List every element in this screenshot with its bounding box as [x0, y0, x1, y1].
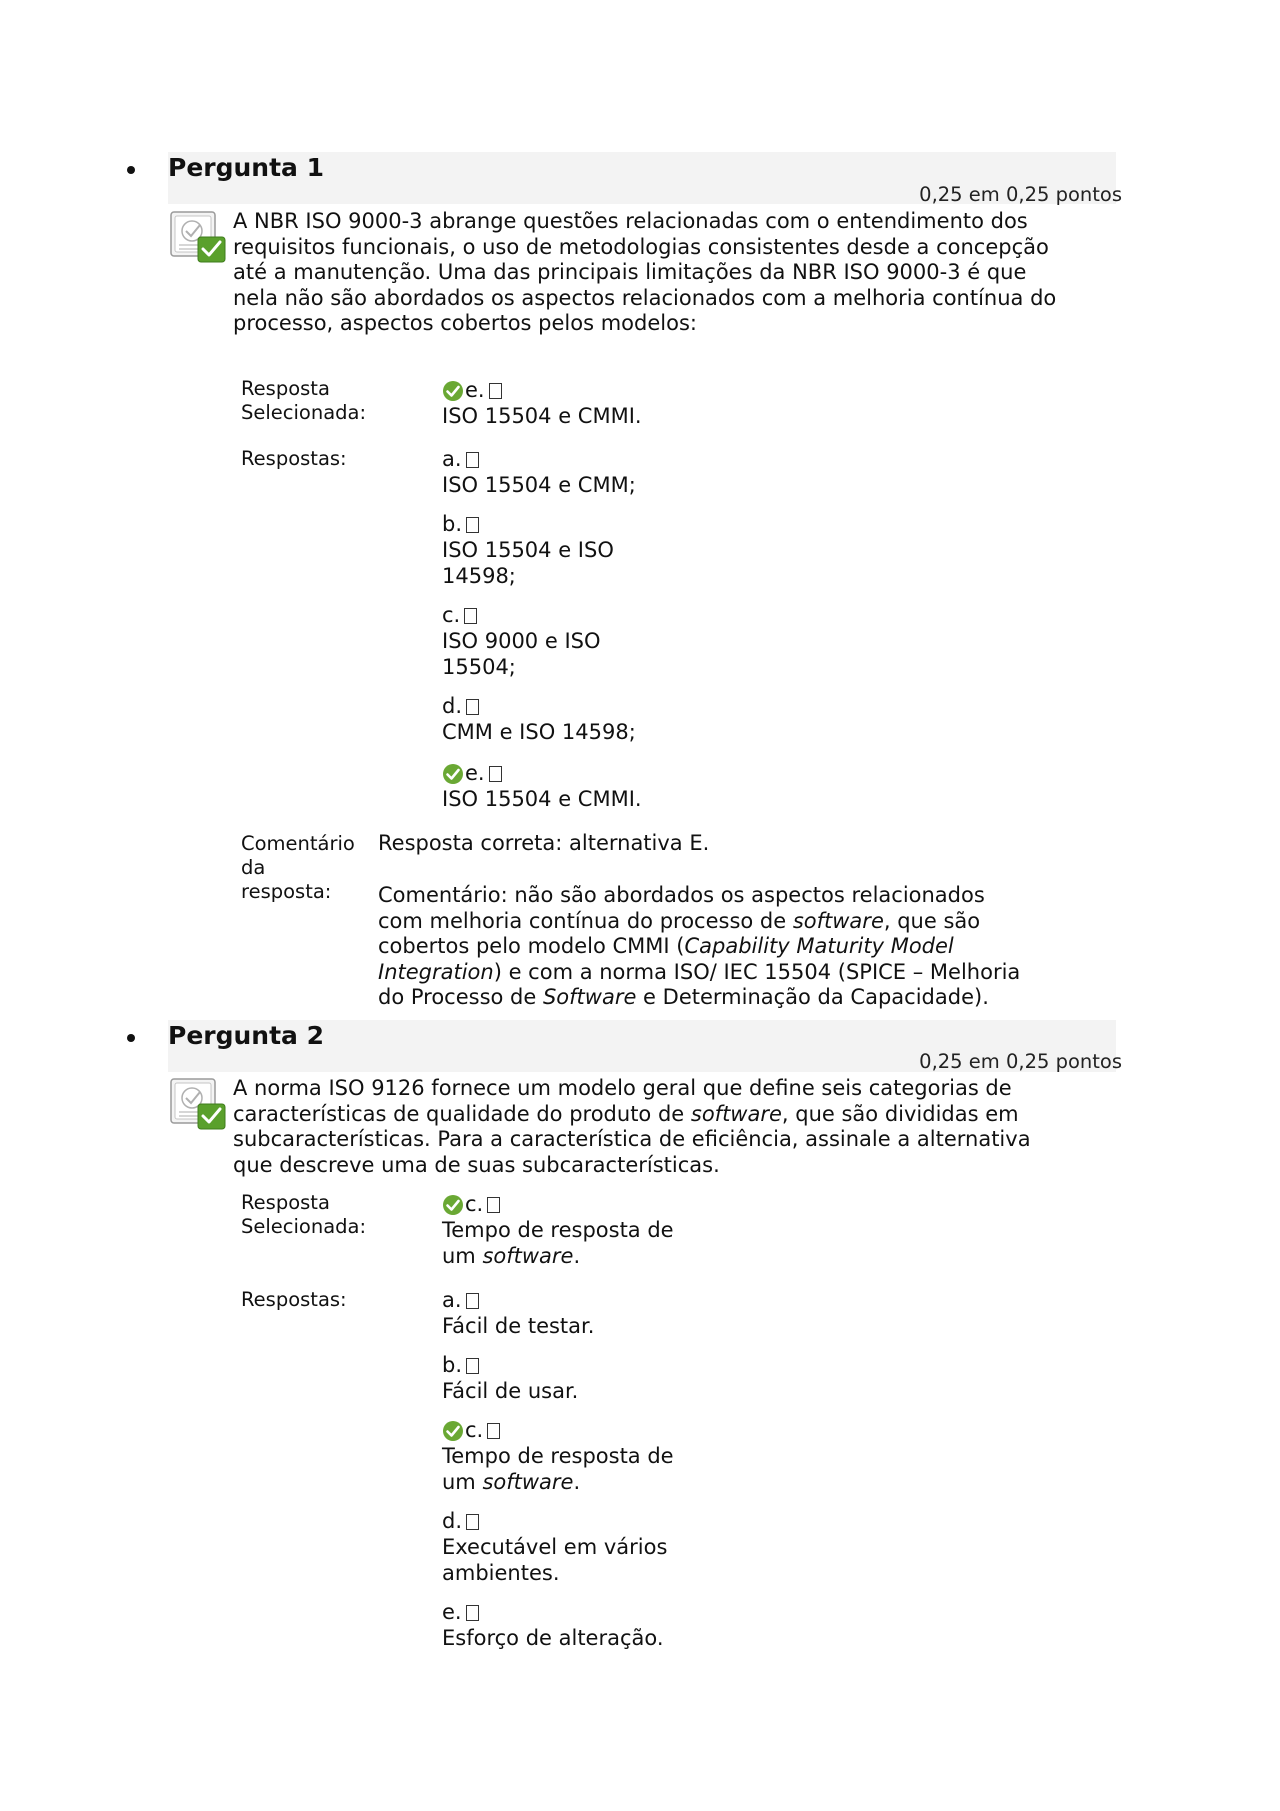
answer-option-e: e. ISO 15504 e CMMI.: [442, 761, 642, 811]
check-icon: [442, 1194, 464, 1216]
answer-option-e: e. Esforço de alteração.: [442, 1600, 664, 1650]
question-2-text: A norma ISO 9126 fornece um modelo geral que define seis categorias de características de qualidade do produto de software, que são divididas em subcaracterísticas. Para a característica de eficiência, assinale a alternativa que descreve uma de suas subcaracterísticas.: [233, 1076, 1031, 1177]
answers-label: Respostas:: [241, 1288, 347, 1311]
checkbox-icon: [489, 383, 502, 399]
correct-status-icon: [170, 211, 226, 263]
question-2-title: Pergunta 2: [168, 1021, 325, 1050]
checkbox-icon: [487, 1197, 500, 1213]
answer-option-b: b. Fácil de usar.: [442, 1353, 579, 1403]
question-1-score: 0,25 em 0,25 pontos: [919, 183, 1122, 206]
answer-option-d: d. Executável em vários ambientes.: [442, 1509, 668, 1585]
answer-option-a: a. Fácil de testar.: [442, 1288, 595, 1338]
checkbox-icon: [466, 517, 479, 533]
selected-answer: c. Tempo de resposta de um software.: [442, 1192, 674, 1268]
answers-label: Respostas:: [241, 447, 347, 470]
checkbox-icon: [466, 1514, 479, 1530]
checkbox-icon: [487, 1423, 500, 1439]
answer-option-c: c. Tempo de resposta de um software.: [442, 1418, 674, 1494]
bullet-icon: [127, 1034, 135, 1042]
answer-option-d: d. CMM e ISO 14598;: [442, 694, 636, 744]
checkbox-icon: [466, 699, 479, 715]
question-2-score: 0,25 em 0,25 pontos: [919, 1050, 1122, 1073]
checkbox-icon: [466, 452, 479, 468]
check-icon: [442, 380, 464, 402]
answer-option-a: a. ISO 15504 e CMM;: [442, 447, 636, 497]
selected-answer-label: Resposta Selecionada:: [241, 377, 367, 424]
comment-correct-answer: Resposta correta: alternativa E.: [378, 831, 710, 855]
checkbox-icon: [466, 1293, 479, 1309]
comment-label: Comentário da resposta:: [241, 832, 355, 903]
checkbox-icon: [464, 608, 477, 624]
checkbox-icon: [489, 766, 502, 782]
selected-answer-label: Resposta Selecionada:: [241, 1191, 367, 1238]
check-icon: [442, 1420, 464, 1442]
checkbox-icon: [466, 1358, 479, 1374]
correct-status-icon: [170, 1078, 226, 1130]
answer-option-b: b. ISO 15504 e ISO 14598;: [442, 512, 614, 588]
comment-body: Comentário: não são abordados os aspectos relacionados com melhoria contínua do processo de software, que são cobertos pelo modelo CMMI (Capability Maturity Model Integration) e com a norma ISO/ IEC 15504 (SPICE – Melhoria do Processo de Software e Determinação da Capacidade).: [378, 883, 1021, 1009]
question-1-text: A NBR ISO 9000-3 abrange questões relacionadas com o entendimento dos requisitos funcionais, o uso de metodologias consistentes desde a concepção até a manutenção. Uma das principais limitações da NBR ISO 9000-3 é que nela não são abordados os aspectos relacionados com a melhoria contínua do processo, aspectos cobertos pelos modelos:: [233, 209, 1057, 335]
checkbox-icon: [466, 1605, 479, 1621]
bullet-icon: [127, 166, 135, 174]
check-icon: [442, 763, 464, 785]
selected-answer: e. ISO 15504 e CMMI.: [442, 378, 642, 428]
answer-option-c: c. ISO 9000 e ISO 15504;: [442, 603, 601, 679]
question-1-title: Pergunta 1: [168, 153, 325, 182]
